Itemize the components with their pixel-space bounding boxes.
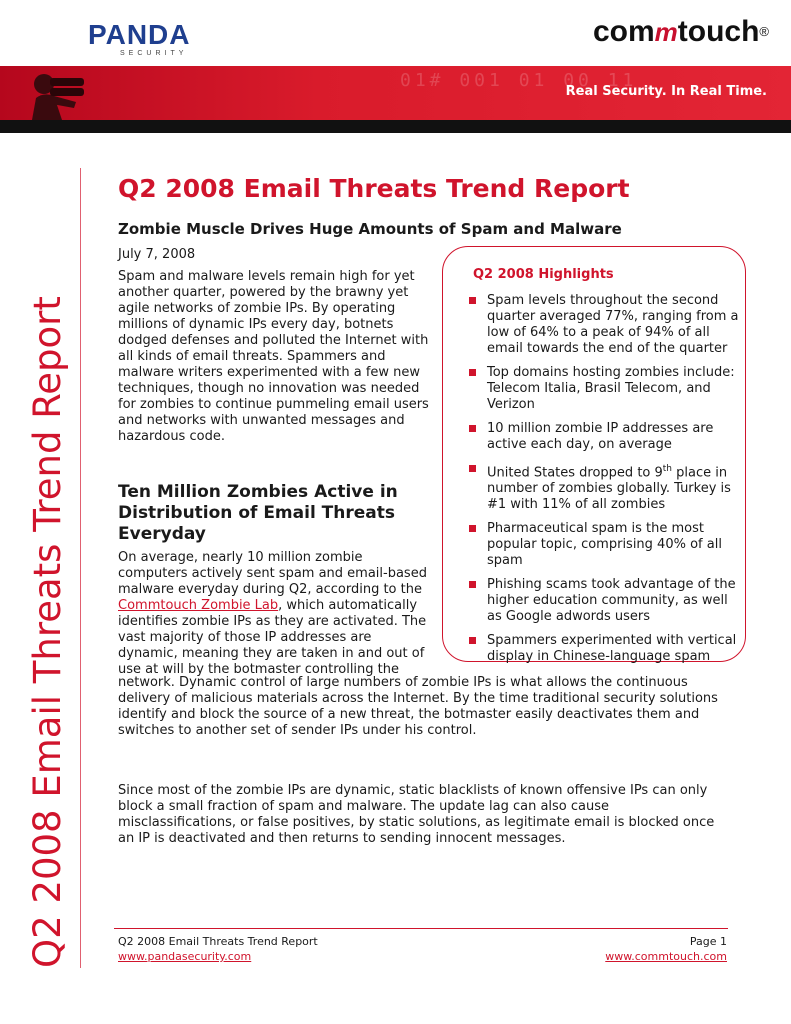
body1-text-post: , which automatically identifies zombie IPs as they are activated. The vast majority of those IP addresses are dynamic, meaning they are taken in and out of use at will by the botmaster controlling the — [118, 598, 427, 677]
highlight-text: Spammers experimented with vertical display in Chinese-language spam — [487, 633, 737, 665]
report-title: Q2 2008 Email Threats Trend Report — [118, 174, 630, 203]
highlight-text: 10 million zombie IP addresses are active each day, on average — [487, 421, 714, 452]
highlight-text: Pharmaceutical spam is the most popular topic, comprising 40% of all spam — [487, 521, 722, 569]
body-paragraph-1 — [118, 550, 430, 678]
footer-title: Q2 2008 Email Threats Trend Report — [118, 935, 318, 948]
highlight-item — [467, 365, 739, 413]
body-paragraph-1-continued: network. Dynamic control of large numbers of zombie IPs is what allows the continuous delivery of malicious materials across the Internet. By the time traditional security solutions identify and block the source of a new threat, the botmaster easily deactivates them and switches to another set of sender IPs under his control. — [118, 675, 718, 738]
highlights-list — [467, 293, 739, 673]
square-bullet-icon — [469, 425, 476, 432]
report-date: July 7, 2008 — [118, 247, 196, 262]
side-title-container — [22, 168, 74, 968]
commtouch-logo-mm: m — [654, 17, 678, 47]
page-indicator — [605, 934, 727, 949]
highlight-item — [467, 577, 739, 625]
highlights-box — [442, 246, 746, 665]
commtouch-logo-pre: com — [592, 15, 655, 48]
highlight-text: Spam levels throughout the second quarter averaged 77%, ranging from a low of 64% to a peak of 94% of all email towards the end of the quarter — [487, 293, 739, 356]
highlight-text-pre: United States dropped to 9 — [487, 465, 663, 481]
commtouch-logo — [593, 12, 769, 56]
footer-left — [118, 934, 318, 964]
highlight-text-post: place in number of zombies globally. Turkey is #1 with 11% of all zombies — [487, 465, 731, 513]
panda-logo-sub: SECURITY — [120, 50, 188, 57]
square-bullet-icon — [469, 297, 476, 304]
banner-tagline: Real Security. In Real Time. — [565, 84, 767, 99]
registered-mark: ® — [759, 24, 769, 39]
page-number: 1 — [720, 935, 727, 948]
highlight-text-sup: th — [662, 464, 673, 474]
highlight-text: Top domains hosting zombies include: Telecom Italia, Brasil Telecom, and Verizon — [487, 365, 735, 412]
panda-url-link[interactable]: www.pandasecurity.com — [118, 950, 252, 963]
body-paragraph-2: Since most of the zombie IPs are dynamic, static blacklists of known offensive IPs can only block a small fraction of spam and malware. The update lag can also cause misclassifications, or false positives, by static solutions, as legitimate email is blocked once an IP is deactivated and then returns to sending innocent messages. — [118, 783, 715, 846]
highlights-title: Q2 2008 Highlights — [473, 267, 614, 282]
side-title: Q2 2008 Email Threats Trend Report — [26, 296, 69, 968]
body1-text-pre: On average, nearly 10 million zombie computers actively sent spam and email-based malware everyday during Q2, according to the — [118, 550, 427, 597]
panda-security-logo — [88, 20, 228, 60]
highlight-item — [467, 293, 739, 357]
report-subtitle: Zombie Muscle Drives Huge Amounts of Spam and Malware — [118, 220, 622, 238]
header-black-band — [0, 120, 791, 133]
footer-divider — [114, 928, 728, 929]
square-bullet-icon — [469, 525, 476, 532]
section-heading: Ten Million Zombies Active in Distribution of Email Threats Everyday — [118, 482, 398, 544]
square-bullet-icon — [469, 369, 476, 376]
highlight-item — [467, 521, 739, 569]
page-label: Page — [689, 935, 717, 948]
side-divider — [80, 168, 81, 968]
intro-paragraph: Spam and malware levels remain high for yet another quarter, powered by the brawny yet agile networks of zombie IPs. By operating millions of dynamic IPs every day, botnets dodged defenses and polluted the Internet with all kinds of email threats. Spammers and malware writers experimented with a few new techniques, though no innovation was needed for zombies to continue pummeling email users and networks with unwanted messages and hazardous code. — [118, 269, 429, 444]
highlight-item — [467, 421, 739, 453]
highlight-item — [467, 461, 739, 513]
header-banner — [0, 66, 791, 120]
square-bullet-icon — [469, 581, 476, 588]
commtouch-logo-post: touch — [677, 15, 760, 48]
square-bullet-icon — [469, 637, 476, 644]
highlight-text: Phishing scams took advantage of the higher education community, as well as Google adwords users — [487, 577, 736, 625]
square-bullet-icon — [469, 465, 476, 472]
banner-decoration: 01# 001 01 00 11 — [400, 70, 638, 91]
highlight-item — [467, 633, 739, 665]
binoculars-figure-icon — [14, 68, 114, 120]
zombie-lab-link[interactable]: Commtouch Zombie Lab — [118, 598, 279, 613]
footer-right — [605, 934, 727, 964]
panda-logo-word: PANDA — [88, 19, 191, 50]
commtouch-url-link[interactable]: www.commtouch.com — [605, 950, 727, 963]
